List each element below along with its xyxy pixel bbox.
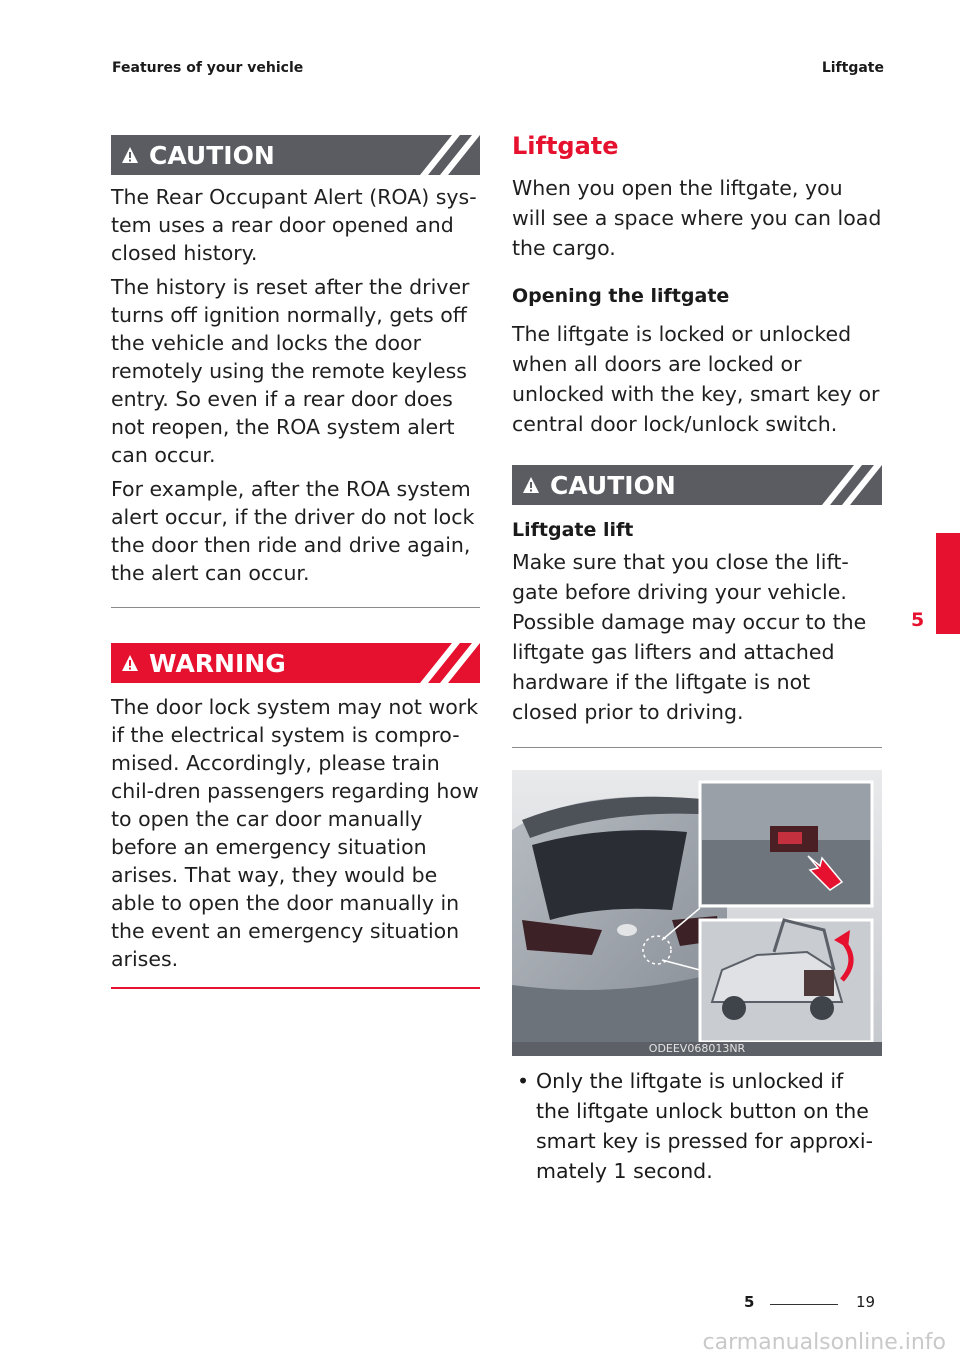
caution-paragraph: The history is reset after the driver turns off ignition normally, gets off the vehicle and locks the door remotely using the remote keyless entry. So even if a rear door does not reopen, the ROA system alert can occur. [111,275,470,467]
warning-triangle-icon [121,146,139,164]
warning-banner [111,643,480,683]
left-column [111,135,480,989]
page-number: 19 [856,1293,876,1311]
watermark: carmanualsonline.info [702,1330,946,1355]
warning-triangle-icon [522,476,540,494]
note-list [512,1066,882,1186]
section-divider-red [111,987,480,989]
liftgate-photo [512,770,882,1056]
warning-label: WARNING [149,648,286,678]
intro-paragraph: When you open the liftgate, you will see a space where you can load the cargo. [512,176,882,260]
footer-divider [770,1304,838,1305]
caution-banner [512,465,882,505]
footer-chapter: 5 [744,1293,755,1311]
caution-paragraph: Make sure that you close the lift-gate before driving your vehicle. Possible damage may occur to the liftgate gas lifters and attached hardware if the liftgate is not closed prior to driving. [512,550,867,724]
list-item [512,1066,882,1186]
list-item-text: Only the liftgate is unlocked if the liftgate unlock button on the smart key is pressed for approxi-mately 1 second. [536,1069,873,1183]
opening-heading: Opening the liftgate [512,285,730,307]
header-section-title: Features of your vehicle [112,60,304,76]
caution-label: CAUTION [550,470,676,500]
liftgate-illustration [512,770,882,1056]
caution-paragraph: For example, after the ROA system alert occur, if the driver do not lock the door then ride and drive again, the alert can occur. [111,477,475,585]
diagonal-stripes-decoration [420,643,480,683]
caution-heading: Liftgate lift [512,519,634,541]
warning-paragraph: The door lock system may not work if the electrical system is compro-mised. Accordingly, please train chil-dren passengers regarding how to open the car door manually before an emergency situation arises. That way, they would be able to open the door manually in the event an emergency situation arises. [111,695,479,971]
warning-triangle-icon [121,654,139,672]
image-caption: ODEEV068013NR [512,1042,882,1056]
right-column [512,131,882,1186]
caution-label: CAUTION [149,140,275,170]
chapter-tab [936,533,960,634]
diagonal-stripes-decoration [822,465,882,505]
caution-banner [111,135,480,175]
header-topic-title: Liftgate [821,60,884,76]
opening-paragraph: The liftgate is locked or unlocked when all doors are locked or unlocked with the key, smart key or central door lock/unlock switch. [512,322,880,436]
diagonal-stripes-decoration [420,135,480,175]
chapter-number: 5 [911,609,925,631]
bullet-icon: • [517,1069,530,1093]
section-title: Liftgate [512,132,619,160]
caution-paragraph: The Rear Occupant Alert (ROA) sys-tem uses a rear door opened and closed history. [111,185,477,265]
